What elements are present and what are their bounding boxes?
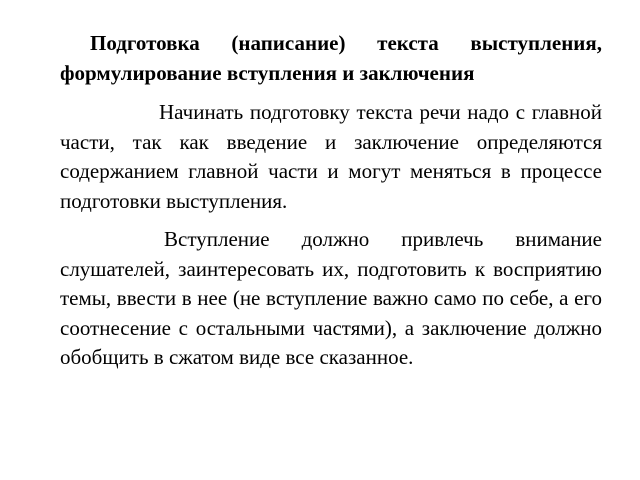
paragraph-intro-conclusion: Вступление должно привлечь внимание слушателей, заинтересовать их, подготовить к восприятию темы, ввести в нее (не вступление важно само по себе, а его соотнесение с остальными частями), а заключение должно обобщить в сжатом виде все сказанное. xyxy=(60,227,602,369)
slide-content xyxy=(60,28,602,373)
slide-heading: Подготовка (написание) текста выступления, формулирование вступления и заключения xyxy=(60,31,602,85)
paragraph-main-part: Начинать подготовку текста речи надо с главной части, так как введение и заключение определяются содержанием главной части и могут меняться в процессе подготовки выступления. xyxy=(60,100,602,213)
